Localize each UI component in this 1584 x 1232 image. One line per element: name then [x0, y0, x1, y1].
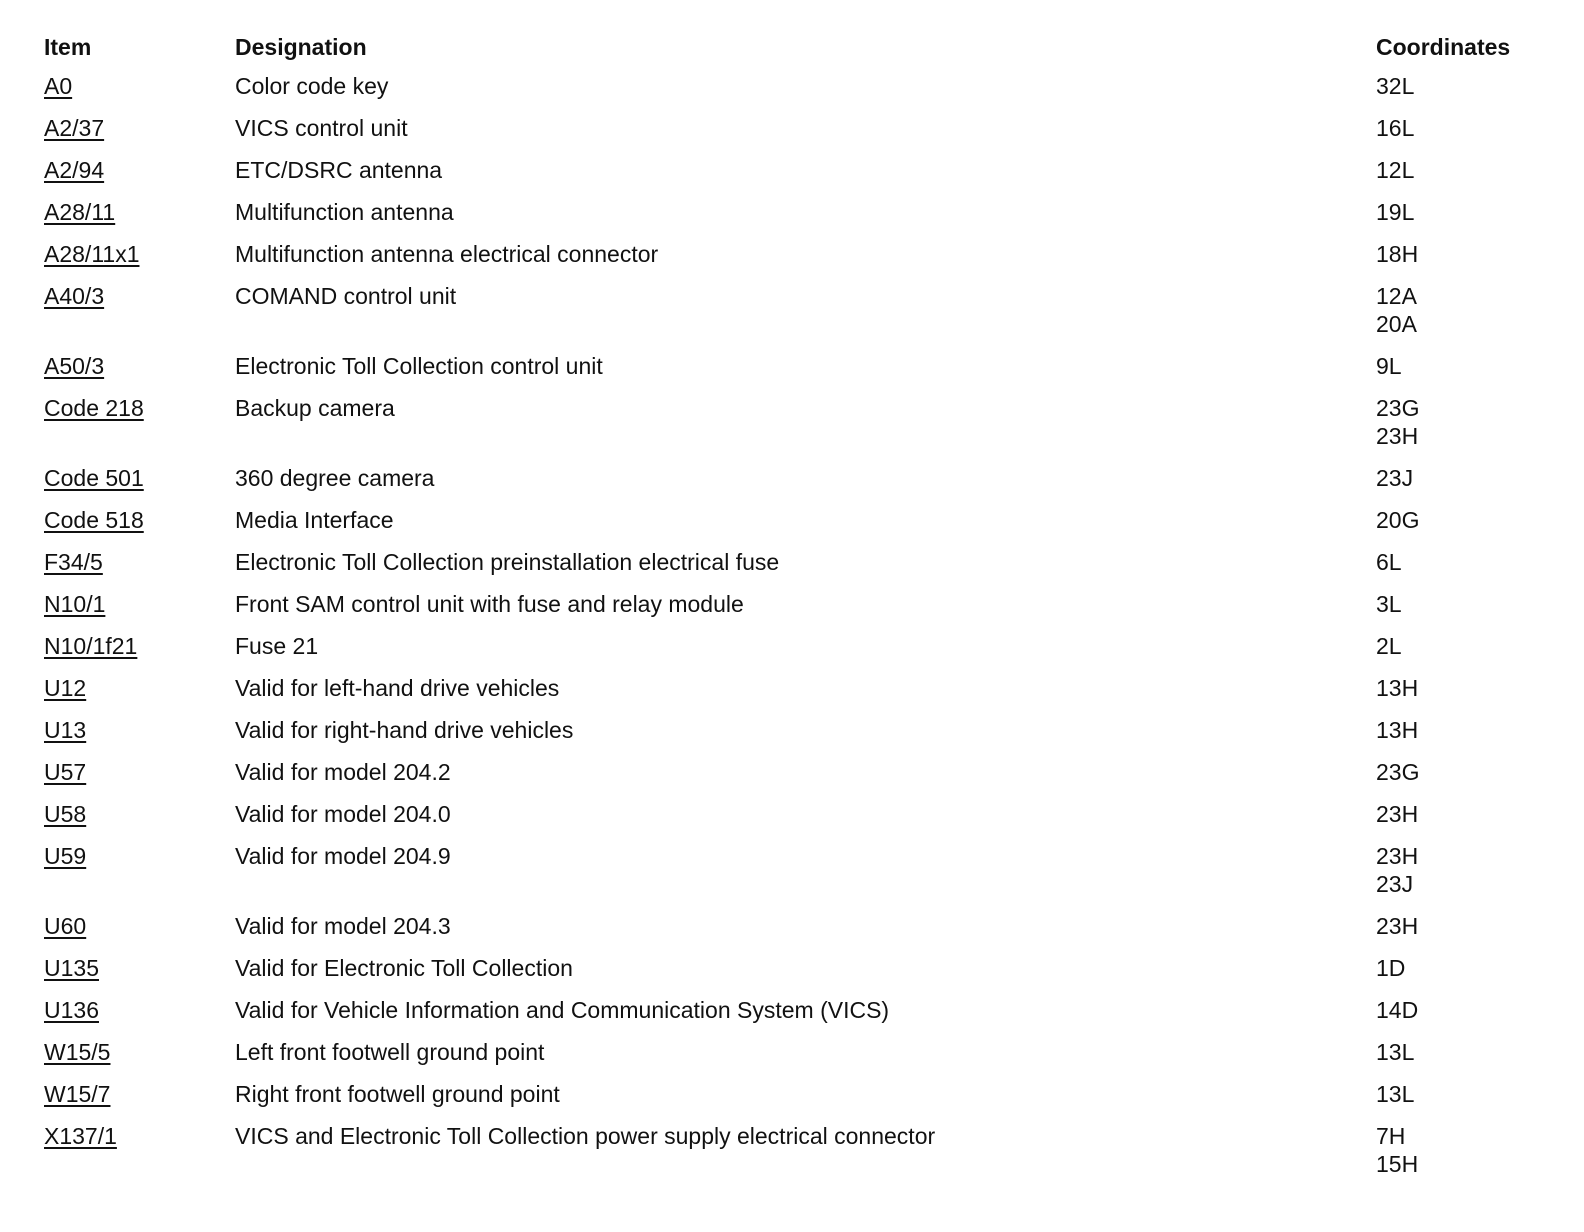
table-row	[44, 194, 1564, 236]
item-link[interactable]: W15/7	[44, 1081, 111, 1107]
coordinates-cell	[1376, 716, 1564, 744]
designation-cell: Right front footwell ground point	[235, 1081, 560, 1107]
item-link[interactable]: U59	[44, 843, 87, 869]
designation-cell: Multifunction antenna electrical connector	[235, 241, 659, 267]
table-row	[44, 152, 1564, 194]
coordinate-value: 23J	[1376, 871, 1414, 897]
table-row	[44, 278, 1564, 348]
coordinate-value: 23H	[1376, 913, 1419, 939]
coordinates-cell	[1376, 590, 1564, 618]
item-cell	[44, 282, 235, 310]
coordinates-cell	[1376, 394, 1564, 450]
table-header	[44, 30, 1564, 68]
item-cell	[44, 716, 235, 744]
coordinate-value: 7H	[1376, 1123, 1406, 1149]
table-row	[44, 502, 1564, 544]
coordinate-value: 23H	[1376, 423, 1419, 449]
table-row	[44, 390, 1564, 460]
coordinates-cell	[1376, 1080, 1564, 1108]
coordinate-value: 20A	[1376, 311, 1417, 337]
designation-cell: Valid for right-hand drive vehicles	[235, 717, 574, 743]
coordinate-value: 13H	[1376, 717, 1419, 743]
item-cell	[44, 394, 235, 422]
coordinates-cell	[1376, 240, 1564, 268]
coordinates-cell	[1376, 198, 1564, 226]
coordinates-cell	[1376, 758, 1564, 786]
coordinates-cell	[1376, 842, 1564, 898]
header-designation: Designation	[235, 34, 367, 60]
item-cell	[44, 800, 235, 828]
table-row	[44, 1034, 1564, 1076]
table-row	[44, 460, 1564, 502]
table-row	[44, 110, 1564, 152]
coordinate-value: 23J	[1376, 465, 1414, 491]
item-link[interactable]: Code 501	[44, 465, 144, 491]
item-cell	[44, 240, 235, 268]
item-link[interactable]: U60	[44, 913, 87, 939]
designation-cell: Valid for left-hand drive vehicles	[235, 675, 560, 701]
item-link[interactable]: Code 218	[44, 395, 144, 421]
coordinate-value: 18H	[1376, 241, 1419, 267]
item-link[interactable]: W15/5	[44, 1039, 111, 1065]
designation-cell: ETC/DSRC antenna	[235, 157, 443, 183]
header-coordinates: Coordinates	[1376, 34, 1511, 60]
coordinates-cell	[1376, 674, 1564, 702]
item-link[interactable]: U135	[44, 955, 99, 981]
item-cell	[44, 954, 235, 982]
table-row	[44, 754, 1564, 796]
item-link[interactable]: Code 518	[44, 507, 144, 533]
item-cell	[44, 842, 235, 870]
coordinate-value: 23H	[1376, 843, 1419, 869]
coordinates-cell	[1376, 1122, 1564, 1178]
coordinate-value: 15H	[1376, 1151, 1419, 1177]
designation-cell: Valid for model 204.0	[235, 801, 451, 827]
item-cell	[44, 632, 235, 660]
designation-cell: COMAND control unit	[235, 283, 457, 309]
designation-cell: Front SAM control unit with fuse and relay module	[235, 591, 744, 617]
designation-cell: Color code key	[235, 73, 389, 99]
table-row	[44, 712, 1564, 754]
item-cell	[44, 674, 235, 702]
item-cell	[44, 1122, 235, 1150]
coordinates-cell	[1376, 912, 1564, 940]
designation-cell: Backup camera	[235, 395, 395, 421]
designation-cell: VICS and Electronic Toll Collection power supply electrical connector	[235, 1123, 936, 1149]
component-legend-table	[44, 30, 1564, 1188]
item-cell	[44, 114, 235, 142]
item-link[interactable]: A28/11x1	[44, 241, 140, 267]
designation-cell: Valid for model 204.3	[235, 913, 451, 939]
table-row	[44, 1076, 1564, 1118]
coordinate-value: 3L	[1376, 591, 1402, 617]
item-link[interactable]: F34/5	[44, 549, 103, 575]
coordinate-value: 12L	[1376, 157, 1415, 183]
coordinates-cell	[1376, 282, 1564, 338]
item-link[interactable]: U136	[44, 997, 99, 1023]
coordinates-cell	[1376, 996, 1564, 1024]
coordinate-value: 9L	[1376, 353, 1402, 379]
coordinate-value: 23G	[1376, 759, 1420, 785]
coordinate-value: 12A	[1376, 283, 1417, 309]
header-item: Item	[44, 34, 92, 60]
item-cell	[44, 912, 235, 940]
item-link[interactable]: A2/37	[44, 115, 105, 141]
table-row	[44, 908, 1564, 950]
item-cell	[44, 548, 235, 576]
coordinates-cell	[1376, 114, 1564, 142]
item-cell	[44, 72, 235, 100]
item-link[interactable]: A50/3	[44, 353, 105, 379]
item-link[interactable]: A0	[44, 73, 73, 99]
item-cell	[44, 198, 235, 226]
table-row	[44, 992, 1564, 1034]
item-cell	[44, 506, 235, 534]
coordinates-cell	[1376, 156, 1564, 184]
coordinates-cell	[1376, 548, 1564, 576]
table-row	[44, 628, 1564, 670]
designation-cell: Fuse 21	[235, 633, 319, 659]
item-link[interactable]: U58	[44, 801, 87, 827]
designation-cell: 360 degree camera	[235, 465, 435, 491]
coordinate-value: 1D	[1376, 955, 1406, 981]
designation-cell: Valid for Vehicle Information and Communication System (VICS)	[235, 997, 890, 1023]
item-link[interactable]: A2/94	[44, 157, 105, 183]
coordinate-value: 13H	[1376, 675, 1419, 701]
item-cell	[44, 1080, 235, 1108]
item-link[interactable]: N10/1	[44, 591, 106, 617]
table-row	[44, 670, 1564, 712]
item-cell	[44, 156, 235, 184]
item-link[interactable]: U57	[44, 759, 87, 785]
coordinates-cell	[1376, 632, 1564, 660]
item-cell	[44, 590, 235, 618]
coordinate-value: 13L	[1376, 1039, 1415, 1065]
coordinates-cell	[1376, 352, 1564, 380]
coordinate-value: 32L	[1376, 73, 1415, 99]
item-cell	[44, 352, 235, 380]
item-link[interactable]: U12	[44, 675, 87, 701]
item-link[interactable]: X137/1	[44, 1123, 117, 1149]
coordinates-cell	[1376, 954, 1564, 982]
table-row	[44, 68, 1564, 110]
designation-cell: Left front footwell ground point	[235, 1039, 545, 1065]
coordinate-value: 20G	[1376, 507, 1420, 533]
designation-cell: Electronic Toll Collection preinstallation electrical fuse	[235, 549, 780, 575]
item-cell	[44, 1038, 235, 1066]
table-body	[44, 68, 1564, 1188]
designation-cell: Electronic Toll Collection control unit	[235, 353, 603, 379]
coordinates-cell	[1376, 72, 1564, 100]
coordinates-cell	[1376, 1038, 1564, 1066]
coordinate-value: 23H	[1376, 801, 1419, 827]
coordinates-cell	[1376, 800, 1564, 828]
table-row	[44, 236, 1564, 278]
item-cell	[44, 758, 235, 786]
table-row	[44, 586, 1564, 628]
coordinate-value: 13L	[1376, 1081, 1415, 1107]
item-cell	[44, 464, 235, 492]
coordinates-cell	[1376, 464, 1564, 492]
table-row	[44, 1118, 1564, 1188]
designation-cell: Valid for model 204.2	[235, 759, 451, 785]
table-row	[44, 796, 1564, 838]
designation-cell: Multifunction antenna	[235, 199, 454, 225]
designation-cell: Valid for model 204.9	[235, 843, 451, 869]
coordinate-value: 14D	[1376, 997, 1419, 1023]
table-row	[44, 950, 1564, 992]
item-link[interactable]: A40/3	[44, 283, 105, 309]
coordinate-value: 6L	[1376, 549, 1402, 575]
item-cell	[44, 996, 235, 1024]
designation-cell: Media Interface	[235, 507, 394, 533]
table-row	[44, 348, 1564, 390]
coordinates-cell	[1376, 506, 1564, 534]
table-row	[44, 544, 1564, 586]
item-link[interactable]: A28/11	[44, 199, 116, 225]
item-link[interactable]: U13	[44, 717, 87, 743]
coordinate-value: 2L	[1376, 633, 1402, 659]
designation-cell: VICS control unit	[235, 115, 408, 141]
coordinate-value: 23G	[1376, 395, 1420, 421]
coordinate-value: 19L	[1376, 199, 1415, 225]
coordinate-value: 16L	[1376, 115, 1415, 141]
designation-cell: Valid for Electronic Toll Collection	[235, 955, 573, 981]
table-row	[44, 838, 1564, 908]
item-link[interactable]: N10/1f21	[44, 633, 138, 659]
